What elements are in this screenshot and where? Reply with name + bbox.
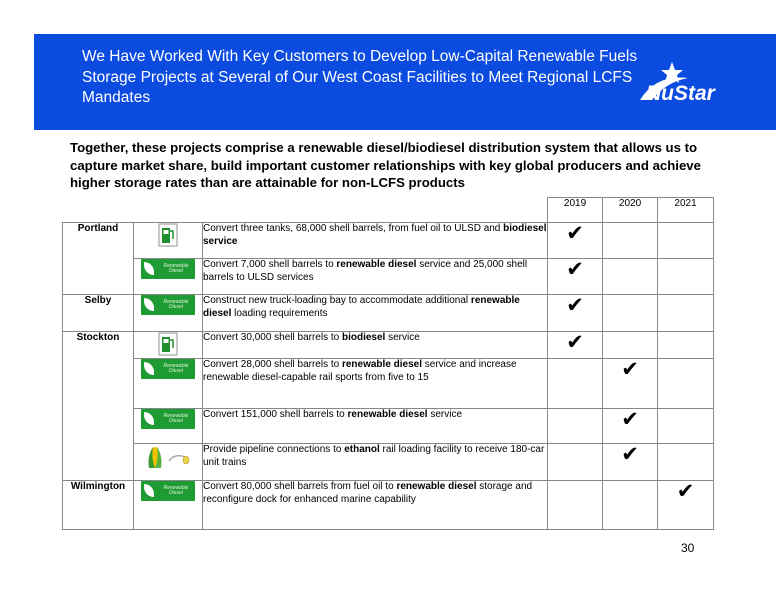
description-text: rail loading facility to receive 180-car unit trains	[203, 444, 545, 468]
description-text: Provide pipeline connections to	[203, 444, 345, 455]
check-cell-2019	[548, 481, 603, 530]
description-text: Convert three tanks, 68,000 shell barrels, from fuel oil to ULSD and	[203, 223, 504, 234]
description-highlight: biodiesel	[341, 332, 386, 343]
check-cell-2021	[658, 295, 714, 332]
checkmark-icon: ✔	[676, 480, 695, 503]
check-cell-2020	[603, 444, 658, 481]
year-header-row	[63, 198, 714, 223]
logo-text: NuStar	[646, 82, 715, 105]
check-cell-2020	[603, 295, 658, 332]
check-cell-2021	[658, 259, 714, 295]
table-row	[63, 259, 714, 295]
description-highlight: renewable diesel	[396, 481, 477, 492]
title-banner	[34, 34, 776, 130]
icon-cell	[134, 295, 203, 332]
description-text: storage and reconfigure dock for enhanced marine capability	[203, 481, 533, 505]
slide-title: We Have Worked With Key Customers to Develop Low-Capital Renewable Fuels Storage Projects at Several of Our West Coast Facilities to Meet Regional LCFS Mandates	[82, 48, 638, 106]
location-selby: Selby	[63, 295, 134, 332]
description-text: Convert 28,000 shell barrels to	[203, 359, 342, 370]
check-cell-2020	[603, 481, 658, 530]
description-highlight: ethanol	[344, 444, 380, 455]
table-row	[63, 295, 714, 332]
check-cell-2020	[603, 223, 658, 259]
checkmark-icon: ✔	[566, 294, 584, 317]
check-cell-2020	[603, 259, 658, 295]
ethanol-corn-icon	[145, 444, 191, 470]
check-cell-2019	[548, 259, 603, 295]
fuel-pump-icon	[158, 332, 178, 356]
description-highlight: renewable diesel	[341, 359, 423, 370]
location-stockton: Stockton	[63, 332, 134, 481]
check-cell-2021	[658, 223, 714, 259]
badge-text: Renewable Diesel	[163, 363, 189, 374]
year-header-2020: 2020	[603, 198, 658, 223]
icon-cell	[134, 223, 203, 259]
check-cell-2019	[548, 359, 603, 409]
check-cell-2021	[658, 409, 714, 444]
description-highlight: biodiesel service	[203, 223, 547, 247]
check-cell-2021	[658, 359, 714, 409]
check-cell-2021	[658, 332, 714, 359]
check-cell-2019	[548, 409, 603, 444]
project-description	[203, 444, 548, 481]
renewable-diesel-icon	[141, 259, 195, 279]
project-description	[203, 295, 548, 332]
leaf-icon	[144, 484, 154, 497]
project-description	[203, 332, 548, 359]
icon-cell	[134, 444, 203, 481]
description-text: service	[427, 409, 463, 420]
description-highlight: renewable diesel	[347, 409, 428, 420]
check-cell-2019	[548, 444, 603, 481]
checkmark-icon: ✔	[621, 358, 639, 381]
project-description	[203, 409, 548, 444]
header-blank-cell	[63, 198, 548, 223]
page-number: 30	[681, 541, 695, 555]
description-text: service and increase renewable diesel-capable rail sports from five to 15	[203, 359, 517, 383]
badge-text: Renewable Diesel	[163, 263, 189, 274]
leaf-icon	[144, 262, 154, 275]
year-header-2021: 2021	[658, 198, 714, 223]
leaf-icon	[144, 362, 154, 375]
renewable-diesel-icon	[141, 481, 195, 501]
year-header-2019: 2019	[548, 198, 603, 223]
description-text: Convert 30,000 shell barrels to	[203, 332, 342, 343]
table-row	[63, 332, 714, 359]
check-cell-2021	[658, 481, 714, 530]
check-cell-2019	[548, 295, 603, 332]
description-text: Convert 80,000 shell barrels from fuel oil to	[203, 481, 397, 492]
badge-text: Renewable Diesel	[163, 413, 189, 424]
project-description	[203, 259, 548, 295]
location-portland: Portland	[63, 223, 134, 295]
project-description	[203, 359, 548, 409]
table-row	[63, 409, 714, 444]
checkmark-icon: ✔	[566, 331, 584, 354]
project-description	[203, 481, 548, 530]
icon-cell	[134, 409, 203, 444]
badge-text: Renewable Diesel	[163, 485, 189, 496]
icon-cell	[134, 481, 203, 530]
leaf-icon	[144, 412, 154, 425]
check-cell-2021	[658, 444, 714, 481]
nustar-logo	[626, 60, 746, 116]
table-row	[63, 359, 714, 409]
table-row	[63, 444, 714, 481]
description-text: Convert 151,000 shell barrels to	[203, 409, 348, 420]
description-text: Construct new truck-loading bay to accommodate additional	[203, 295, 471, 306]
checkmark-icon: ✔	[621, 408, 639, 431]
leaf-icon	[144, 298, 154, 311]
check-cell-2019	[548, 223, 603, 259]
check-cell-2020	[603, 332, 658, 359]
renewable-diesel-icon	[141, 409, 195, 429]
checkmark-icon: ✔	[566, 222, 584, 245]
projects-table	[62, 197, 714, 530]
intro-text: Together, these projects comprise a renewable diesel/biodiesel distribution system that allows us to capture market share, build important customer relationships with key global producers and achieve higher storage rates than are attainable for non-LCFS products	[70, 140, 701, 190]
table-row	[63, 481, 714, 530]
badge-text: Renewable Diesel	[163, 299, 189, 310]
check-cell-2020	[603, 359, 658, 409]
description-text: service	[385, 332, 420, 343]
renewable-diesel-icon	[141, 359, 195, 379]
renewable-diesel-icon	[141, 295, 195, 315]
fuel-pump-icon	[158, 223, 178, 247]
checkmark-icon: ✔	[566, 258, 584, 281]
icon-cell	[134, 359, 203, 409]
description-highlight: renewable diesel	[336, 259, 417, 270]
icon-cell	[134, 332, 203, 359]
check-cell-2019	[548, 332, 603, 359]
description-text: service and 25,000 shell barrels to ULSD services	[203, 259, 528, 283]
checkmark-icon: ✔	[621, 443, 639, 466]
description-highlight: renewable diesel	[203, 295, 520, 319]
description-text: Convert 7,000 shell barrels to	[203, 259, 337, 270]
icon-cell	[134, 259, 203, 295]
check-cell-2020	[603, 409, 658, 444]
table-row	[63, 223, 714, 259]
location-wilmington: Wilmington	[63, 481, 134, 530]
project-description	[203, 223, 548, 259]
description-text: loading requirements	[231, 307, 328, 319]
